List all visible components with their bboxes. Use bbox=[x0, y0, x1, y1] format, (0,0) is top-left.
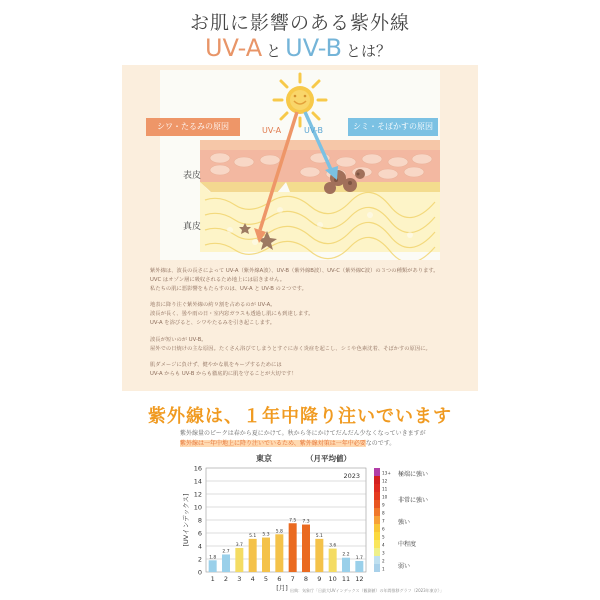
uv-scale-swatch bbox=[374, 540, 380, 548]
uv-scale-level: 3 bbox=[382, 550, 385, 556]
skin-layers bbox=[200, 140, 440, 260]
uv-scale-swatch bbox=[374, 556, 380, 564]
bar bbox=[355, 561, 363, 572]
bar bbox=[249, 539, 257, 572]
text-line: 肌ダメージに負けず、健やかな肌をキープするためには bbox=[150, 362, 282, 369]
page-title: お肌に影響のある紫外線 bbox=[189, 12, 410, 34]
chart-subtitle: （月平均値） bbox=[306, 454, 351, 463]
x-tick-label: 2 bbox=[223, 575, 229, 583]
y-tick-label: 10 bbox=[193, 503, 202, 512]
uv-scale-level: 7 bbox=[382, 518, 385, 524]
text-line: UV-A からも UV-B からも徹底的に肌を守ることが大切です！ bbox=[150, 371, 297, 378]
bar bbox=[315, 539, 323, 572]
x-tick-label: 6 bbox=[277, 575, 282, 583]
bar bbox=[302, 525, 310, 572]
y-axis-label: [UVインデックス] bbox=[182, 493, 190, 547]
text-line: UV-A を浴びると、シワやたるみを引き起こします。 bbox=[150, 319, 276, 326]
text-line: 波長が長く、曇や雨の日・室内窓ガラスも透過し肌にも到達します。 bbox=[150, 311, 314, 318]
uv-category-label: 弱い bbox=[398, 563, 411, 570]
chart-title: 東京 bbox=[256, 454, 272, 463]
bar-value-label: 5.3 bbox=[262, 532, 270, 538]
uv-scale-level: 10 bbox=[382, 494, 388, 500]
bar-value-label: 1.7 bbox=[355, 555, 363, 561]
uv-scale-swatch bbox=[374, 468, 380, 476]
uv-scale-swatch bbox=[374, 508, 380, 516]
paragraph-4 bbox=[150, 361, 460, 379]
text-line: 波長が短いのが UV-B。 bbox=[150, 336, 207, 343]
y-tick-label: 16 bbox=[193, 464, 202, 473]
source-credit: 出典：気象庁「日最大UVインデックス（観測値）の年間推移グラフ（2023年東京）」 bbox=[290, 588, 444, 593]
x-tick-label: 3 bbox=[237, 575, 242, 583]
bar bbox=[262, 538, 270, 572]
x-tick-label: 9 bbox=[317, 575, 322, 583]
bar-value-label: 3.6 bbox=[329, 543, 337, 549]
uv-index-chart bbox=[170, 450, 450, 592]
uv-scale-level: 5 bbox=[382, 534, 385, 540]
bar-value-label: 1.8 bbox=[209, 555, 217, 561]
page-subtitle bbox=[0, 34, 600, 62]
bar bbox=[289, 523, 297, 572]
uv-category-label: 極端に強い bbox=[398, 471, 429, 478]
bar bbox=[235, 548, 243, 572]
bar bbox=[329, 549, 337, 572]
x-tick-label: 10 bbox=[328, 575, 337, 583]
bar-value-label: 2.7 bbox=[222, 549, 230, 555]
x-tick-label: 4 bbox=[250, 575, 255, 583]
skin-illustration bbox=[160, 70, 440, 260]
uv-category-label: 非常に強い bbox=[398, 497, 429, 504]
chart-year-label: 2023 bbox=[343, 472, 360, 480]
uv-scale-swatch bbox=[374, 500, 380, 508]
bar bbox=[275, 534, 283, 572]
uv-scale-level: 9 bbox=[382, 502, 385, 508]
sun-icon bbox=[274, 74, 326, 126]
bar bbox=[209, 560, 217, 572]
uv-scale-swatch bbox=[374, 516, 380, 524]
uv-scale-level: 13+ bbox=[382, 470, 391, 476]
section-headline: 紫外線は、１年中降り注いでいます bbox=[148, 406, 452, 427]
y-tick-label: 2 bbox=[197, 555, 202, 564]
x-tick-label: 12 bbox=[355, 575, 364, 583]
subtext-end: なのです。 bbox=[365, 440, 396, 447]
x-tick-label: 1 bbox=[210, 575, 215, 583]
uv-category-label: 強い bbox=[398, 519, 411, 526]
text-line: UVC はオゾン層に吸収されるため地上には届きません。 bbox=[150, 276, 286, 283]
bar-value-label: 3.7 bbox=[235, 542, 243, 548]
y-tick-label: 12 bbox=[193, 490, 202, 499]
bar-value-label: 5.8 bbox=[275, 529, 283, 535]
uvb-cause-tag: シミ・そばかすの原因 bbox=[348, 118, 438, 136]
uv-scale-level: 6 bbox=[382, 526, 385, 532]
uv-scale-level: 2 bbox=[382, 558, 385, 564]
uv-scale-swatch bbox=[374, 484, 380, 492]
text-line: 私たちの肌に悪影響をもたらすのは、UV-A と UV-B の２つです。 bbox=[150, 285, 307, 292]
uv-scale-swatch bbox=[374, 492, 380, 500]
uv-scale-swatch bbox=[374, 476, 380, 484]
epidermis-label: 表皮 bbox=[183, 171, 202, 181]
section-subtext-2 bbox=[180, 438, 395, 447]
y-tick-label: 14 bbox=[193, 477, 202, 486]
paragraph-3 bbox=[150, 336, 460, 354]
highlight-text-2: 紫外線対策は一年中必要 bbox=[299, 440, 366, 447]
text-line: 地表に降り注ぐ紫外線の約９割を占めるのが UV-A。 bbox=[150, 302, 276, 309]
uv-category-label: 中程度 bbox=[398, 541, 417, 548]
uv-scale-swatch bbox=[374, 524, 380, 532]
bar-value-label: 7.3 bbox=[302, 519, 310, 525]
uva-cause-tag: シワ・たるみの原因 bbox=[146, 118, 240, 136]
title-conj: と bbox=[266, 42, 282, 60]
x-tick-label: 8 bbox=[303, 575, 309, 583]
y-tick-label: 8 bbox=[197, 516, 202, 525]
y-tick-label: 4 bbox=[197, 542, 202, 551]
bar bbox=[342, 558, 350, 572]
uv-scale-swatch bbox=[374, 564, 380, 572]
uva-arrow-label: UV-A bbox=[262, 126, 282, 135]
bar-value-label: 5.1 bbox=[249, 533, 257, 539]
x-axis-label: [月] bbox=[276, 584, 288, 592]
paragraph-1 bbox=[150, 267, 460, 293]
uv-scale-level: 1 bbox=[382, 566, 385, 572]
uvb-title: UV-B bbox=[285, 34, 342, 62]
highlight-text: 紫外線は一年中地上に降り注いでいるため、 bbox=[180, 440, 300, 447]
uva-title: UV-A bbox=[204, 34, 263, 62]
uv-scale-swatch bbox=[374, 548, 380, 556]
uv-scale-level: 4 bbox=[382, 542, 385, 548]
uvb-arrow-label: UV-B bbox=[304, 126, 323, 135]
x-tick-label: 5 bbox=[263, 575, 269, 583]
bar-value-label: 7.5 bbox=[289, 518, 297, 524]
paragraph-2 bbox=[150, 301, 460, 327]
text-line: 紫外線は、波長の長さによって UV-A（紫外線A波）、UV-B（紫外線B波）、UV-C（紫外線C波）の３つの種類があります。 bbox=[150, 268, 439, 274]
uv-scale-level: 11 bbox=[382, 486, 388, 492]
text-line: 屋外での日焼けの主な原因。たくさん浴びてしまうとすぐに赤く炎症を起こし、シミや色素沈着、そばかすの原因に。 bbox=[150, 345, 431, 352]
dermis-label: 真皮 bbox=[183, 222, 202, 232]
explanation-text bbox=[150, 267, 460, 379]
uv-scale-swatch bbox=[374, 532, 380, 540]
section-subtext-1: 紫外線量のピークは春から夏にかけて。秋から冬にかけてだんだん少なくなっていきますが bbox=[180, 430, 426, 437]
uv-scale-level: 8 bbox=[382, 510, 385, 516]
bar-value-label: 2.2 bbox=[342, 552, 350, 558]
bar bbox=[222, 554, 230, 572]
x-tick-label: 11 bbox=[341, 575, 351, 583]
y-tick-label: 6 bbox=[197, 529, 202, 538]
y-tick-label: 0 bbox=[197, 568, 202, 577]
title-suffix: とは？ bbox=[346, 42, 392, 60]
bar-value-label: 5.1 bbox=[315, 533, 323, 539]
uv-scale-level: 12 bbox=[382, 478, 388, 484]
x-tick-label: 7 bbox=[290, 575, 295, 583]
